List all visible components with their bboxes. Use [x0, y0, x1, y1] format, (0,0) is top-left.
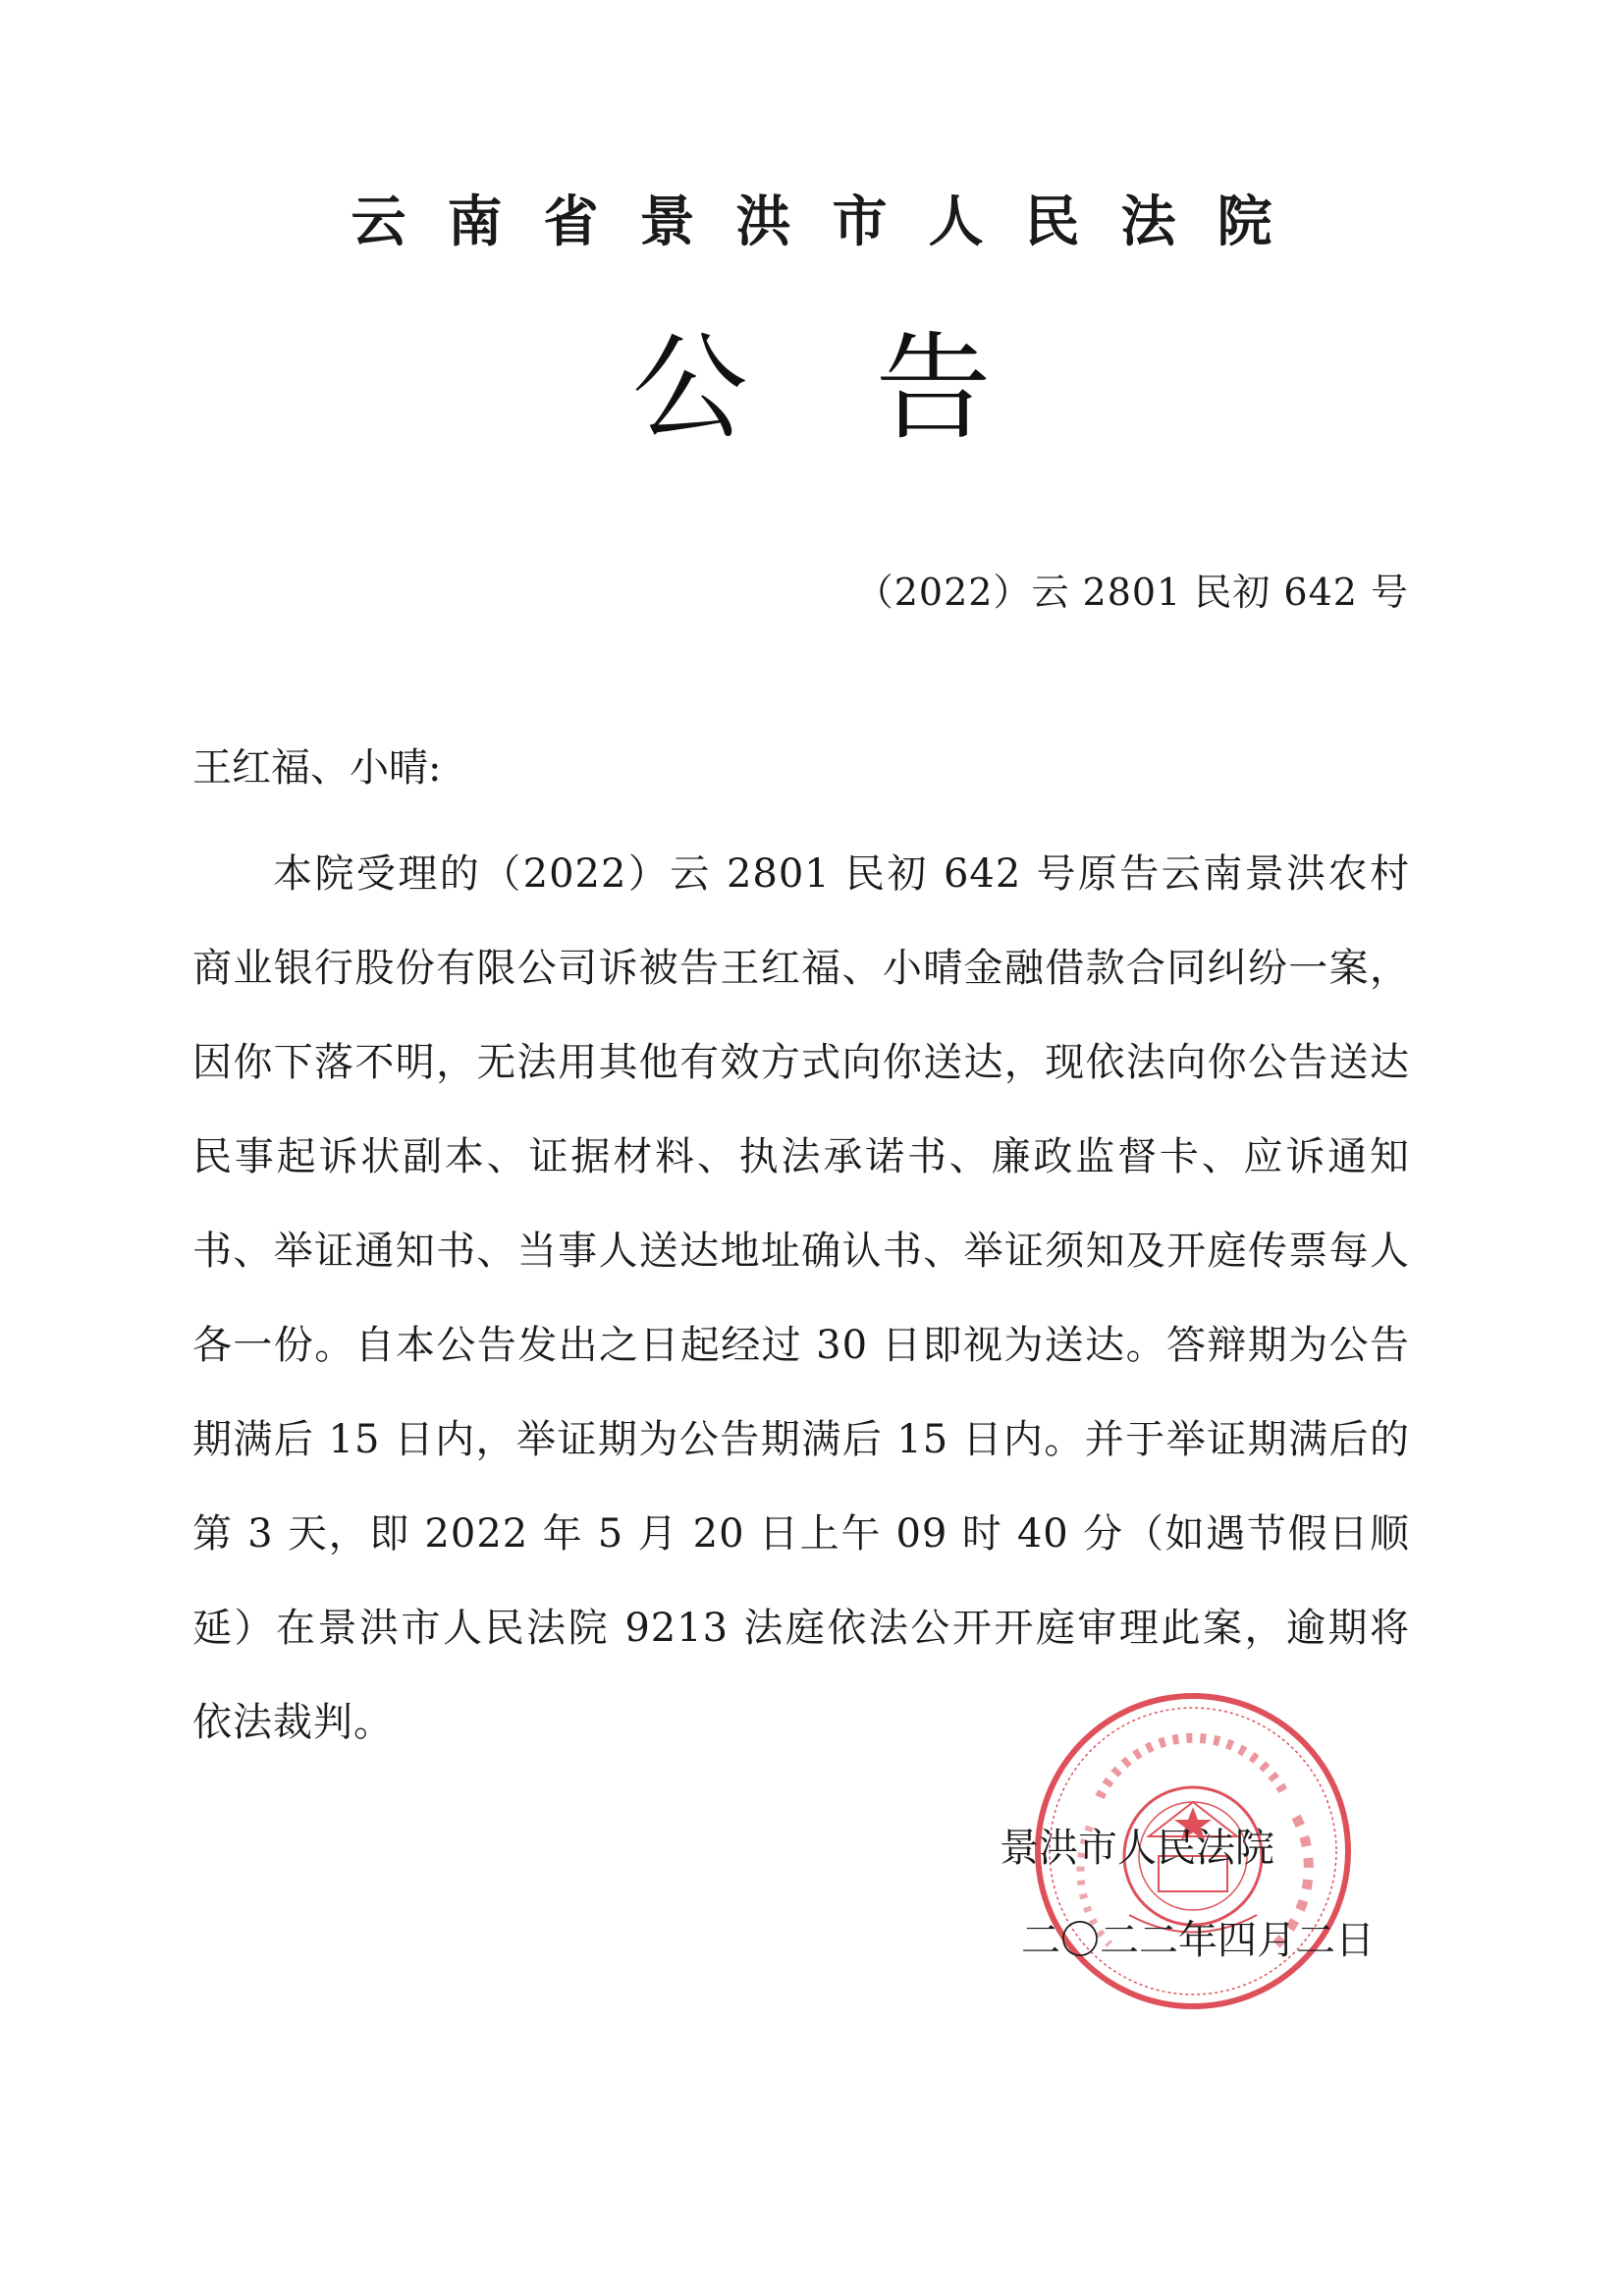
case-number: （2022）云 2801 民初 642 号 [855, 571, 1409, 614]
notice-body: 本院受理的（2022）云 2801 民初 642 号原告云南景洪农村商业银行股份有限公司诉被告王红福、小晴金融借款合同纠纷一案，因你下落不明，无法用其他有效方式向你送达，现依法向你公告送达民事起诉状副本、证据材料、执法承诺书、廉政监督卡、应诉通知书、举证通知书、当事人送达地址确认书、举证须知及开庭传票每人各一份。自本公告发出之日起经过 30 日即视为送达。答辩期为公告期满后 15 日内，举证期为公告期满后 15 日内。并于举证期满后的第 3 天，即 2022 年 5 月 20 日上午 09 时 40 分（如遇节假日顺延）在景洪市人民法院 9213 法庭依法公开开庭审理此案，逾期将依法裁判。 [192, 851, 1410, 1745]
court-title: 云南省景洪市人民法院 [351, 191, 1314, 254]
document-type-heading: 公告 [631, 320, 1119, 456]
addressee: 王红福、小晴: [192, 745, 442, 791]
issuing-court: 景洪市人民法院 [1000, 1826, 1274, 1871]
issue-date: 二〇二二年四月二日 [1021, 1918, 1375, 1963]
